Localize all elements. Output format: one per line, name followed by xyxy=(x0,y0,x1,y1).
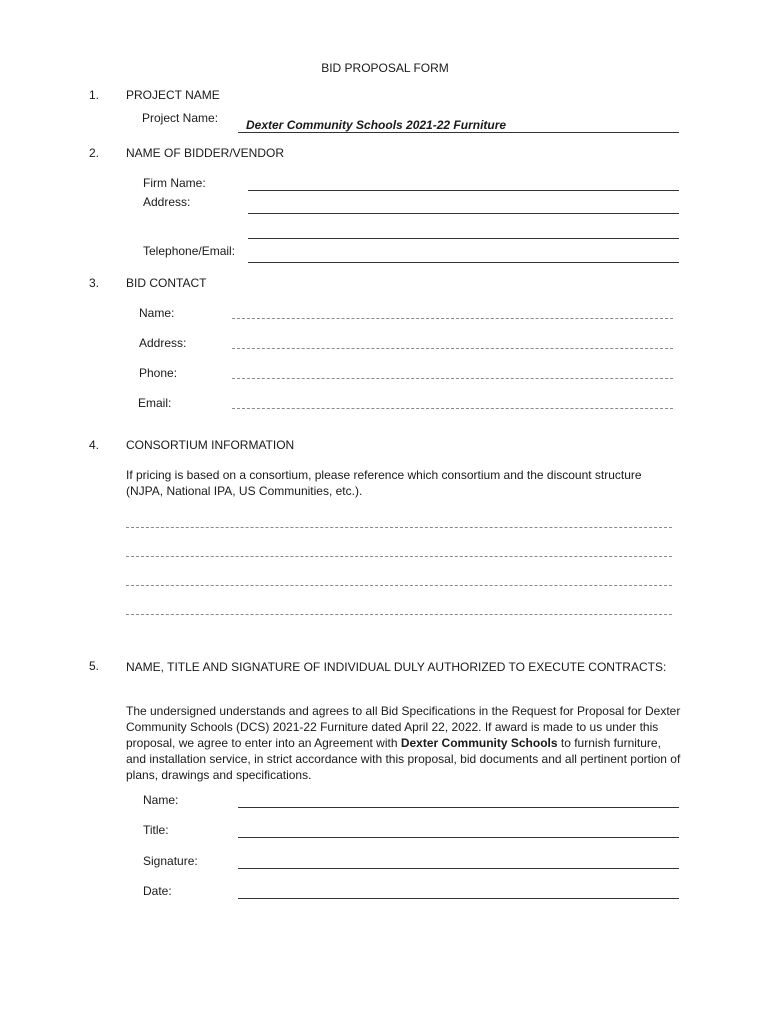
contact-email-field[interactable] xyxy=(232,408,673,409)
signer-title-label: Title: xyxy=(143,823,169,837)
telephone-email-label: Telephone/Email: xyxy=(143,244,236,258)
contact-name-field[interactable] xyxy=(232,318,673,319)
agreement-text-bold: Dexter Community Schools xyxy=(400,736,558,750)
contact-address-label: Address: xyxy=(139,336,187,350)
consortium-instructions: If pricing is based on a consortium, please reference which consortium and the discount structure (NJPA, National IPA, US Communities, etc.). xyxy=(126,468,642,498)
firm-name-field[interactable] xyxy=(248,190,679,191)
section-5-number: 5. xyxy=(89,659,100,673)
section-1-number: 1. xyxy=(89,88,100,102)
vendor-address-field-1[interactable] xyxy=(248,213,679,214)
consortium-field-4[interactable] xyxy=(126,614,672,615)
contact-phone-field[interactable] xyxy=(232,378,673,379)
section-2-number: 2. xyxy=(89,146,100,160)
form-title: BID PROPOSAL FORM xyxy=(321,61,449,75)
contact-address-field[interactable] xyxy=(232,348,673,349)
project-name-label: Project Name: xyxy=(142,111,219,125)
signer-name-field[interactable] xyxy=(238,807,679,808)
project-name-line xyxy=(238,132,679,133)
agreement-text xyxy=(126,703,682,783)
section-3-heading: BID CONTACT xyxy=(126,276,207,290)
date-label: Date: xyxy=(143,884,172,898)
section-4-number: 4. xyxy=(89,438,100,452)
project-name-value: Dexter Community Schools 2021-22 Furniture xyxy=(246,118,507,132)
consortium-field-3[interactable] xyxy=(126,585,672,586)
agreement-text-post: to furnish furniture, and installation service, in strict accordance with this proposal, bid documents and all pertinent portion of plans, drawings and specifications. xyxy=(126,736,681,782)
contact-email-label: Email: xyxy=(138,396,172,410)
section-3-number: 3. xyxy=(89,276,100,290)
date-field[interactable] xyxy=(238,898,679,899)
telephone-email-field[interactable] xyxy=(248,262,679,263)
consortium-field-1[interactable] xyxy=(126,527,672,528)
vendor-address-field-2[interactable] xyxy=(248,238,679,239)
vendor-address-label: Address: xyxy=(143,195,191,209)
section-5-heading: NAME, TITLE AND SIGNATURE OF INDIVIDUAL DULY AUTHORIZED TO EXECUTE CONTRACTS: xyxy=(126,660,667,674)
agreement-text-pre: The undersigned understands and agrees to all Bid Specifications in the Request for Proposal for Dexter Community Schools (DCS) 2021-22 Furniture dated April 22, 2022. If award is made to us under this proposal, we agree to enter into an Agreement with xyxy=(126,704,681,750)
section-4-heading: CONSORTIUM INFORMATION xyxy=(126,438,295,452)
signature-label: Signature: xyxy=(143,854,198,868)
signature-field[interactable] xyxy=(238,868,679,869)
signer-title-field[interactable] xyxy=(238,837,679,838)
contact-name-label: Name: xyxy=(139,306,175,320)
consortium-field-2[interactable] xyxy=(126,556,672,557)
section-1-heading: PROJECT NAME xyxy=(126,88,220,102)
signer-name-label: Name: xyxy=(143,793,179,807)
section-2-heading: NAME OF BIDDER/VENDOR xyxy=(126,146,285,160)
firm-name-label: Firm Name: xyxy=(143,176,206,190)
contact-phone-label: Phone: xyxy=(139,366,178,380)
